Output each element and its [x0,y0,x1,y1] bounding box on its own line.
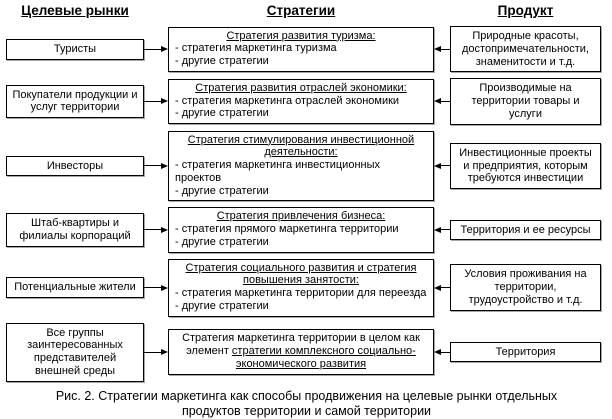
product-box [450,143,601,189]
diagram-grid [6,3,607,382]
strategy-box [168,329,434,374]
market-box [6,213,144,247]
market-label: Все группы заинтересованных представителей внешней среды [27,327,123,377]
arrow-left-icon [434,227,450,233]
market-box [6,156,144,177]
product-label: Территория [496,346,556,358]
strategy-box [168,79,434,124]
strategy-item: - стратегия маркетинга инвестиционных проектов [175,159,427,185]
strategy-item: - стратегия маркетинга отраслей экономики [175,95,427,108]
strategy-title: Стратегия развития отраслей экономики: [175,82,427,95]
column-header-product: Продукт [450,3,601,20]
product-label: Инвестиционные проекты и предприятия, которым требуются инвестиции [459,147,591,185]
strategy-item: - другие стратегии [175,300,427,313]
strategy-box [168,27,434,72]
product-box [450,342,601,363]
product-box [450,78,601,124]
market-box [6,277,144,298]
market-label: Потенциальные жители [14,281,136,293]
strategy-box [168,259,434,317]
market-box [6,39,144,60]
product-box [450,264,601,310]
column-header-target-markets: Целевые рынки [6,3,144,20]
strategy-item: - другие стратегии [175,185,427,198]
market-box [6,85,144,119]
product-label: Природные красоты, достопримечательности, знаменитости и т.д. [462,30,589,68]
arrow-left-icon [434,46,450,52]
strategy-item: - стратегия маркетинга туризма [175,42,427,55]
arrow-left-icon [434,98,450,104]
product-label: Производимые на территории товары и услуги [471,82,579,120]
market-box [6,323,144,382]
product-box [450,220,601,241]
arrow-left-icon [434,163,450,169]
arrow-right-icon [144,227,168,233]
strategy-title: Стратегия развития туризма: [175,30,427,43]
product-label: Территория и ее ресурсы [460,224,590,236]
figure-caption: Рис. 2. Стратегии маркетинга как способы продвижения на целевые рынки отдельных продуктов территории и самой территории [6,389,607,419]
strategy-item: - другие стратегии [175,55,427,68]
arrow-right-icon [144,285,168,291]
arrow-right-icon [144,349,168,355]
strategy-title: Стратегия стимулирования инвестиционной деятельности: [175,134,427,160]
strategy-box [168,131,434,202]
arrow-right-icon [144,46,168,52]
product-box [450,26,601,72]
strategy-box [168,207,434,252]
strategy-text-underlined: стратегии комплексного социально-экономического развития [232,345,416,370]
strategy-item: - другие стратегии [175,107,427,120]
strategy-title: Стратегия социального развития и стратегия повышения занятости: [175,262,427,288]
strategy-title: Стратегия привлечения бизнеса: [175,210,427,223]
strategy-item: - стратегия прямого маркетинга территории [175,223,427,236]
market-label: Покупатели продукции и услуг территории [12,89,137,114]
arrow-right-icon [144,98,168,104]
product-label: Условия проживания на территории, трудоустройство и т.д. [464,268,586,306]
strategy-item: - стратегия маркетинга территории для переезда [175,287,427,300]
market-label: Туристы [54,43,96,55]
column-header-strategies: Стратегии [168,3,434,20]
arrow-left-icon [434,349,450,355]
strategy-text-plain: Стратегия маркетинга территории в целом как элемент [182,332,420,357]
strategy-item: - другие стратегии [175,236,427,249]
market-label: Штаб-квартиры и филиалы корпораций [19,217,130,242]
arrow-right-icon [144,163,168,169]
arrow-left-icon [434,285,450,291]
market-label: Инвесторы [47,160,103,172]
